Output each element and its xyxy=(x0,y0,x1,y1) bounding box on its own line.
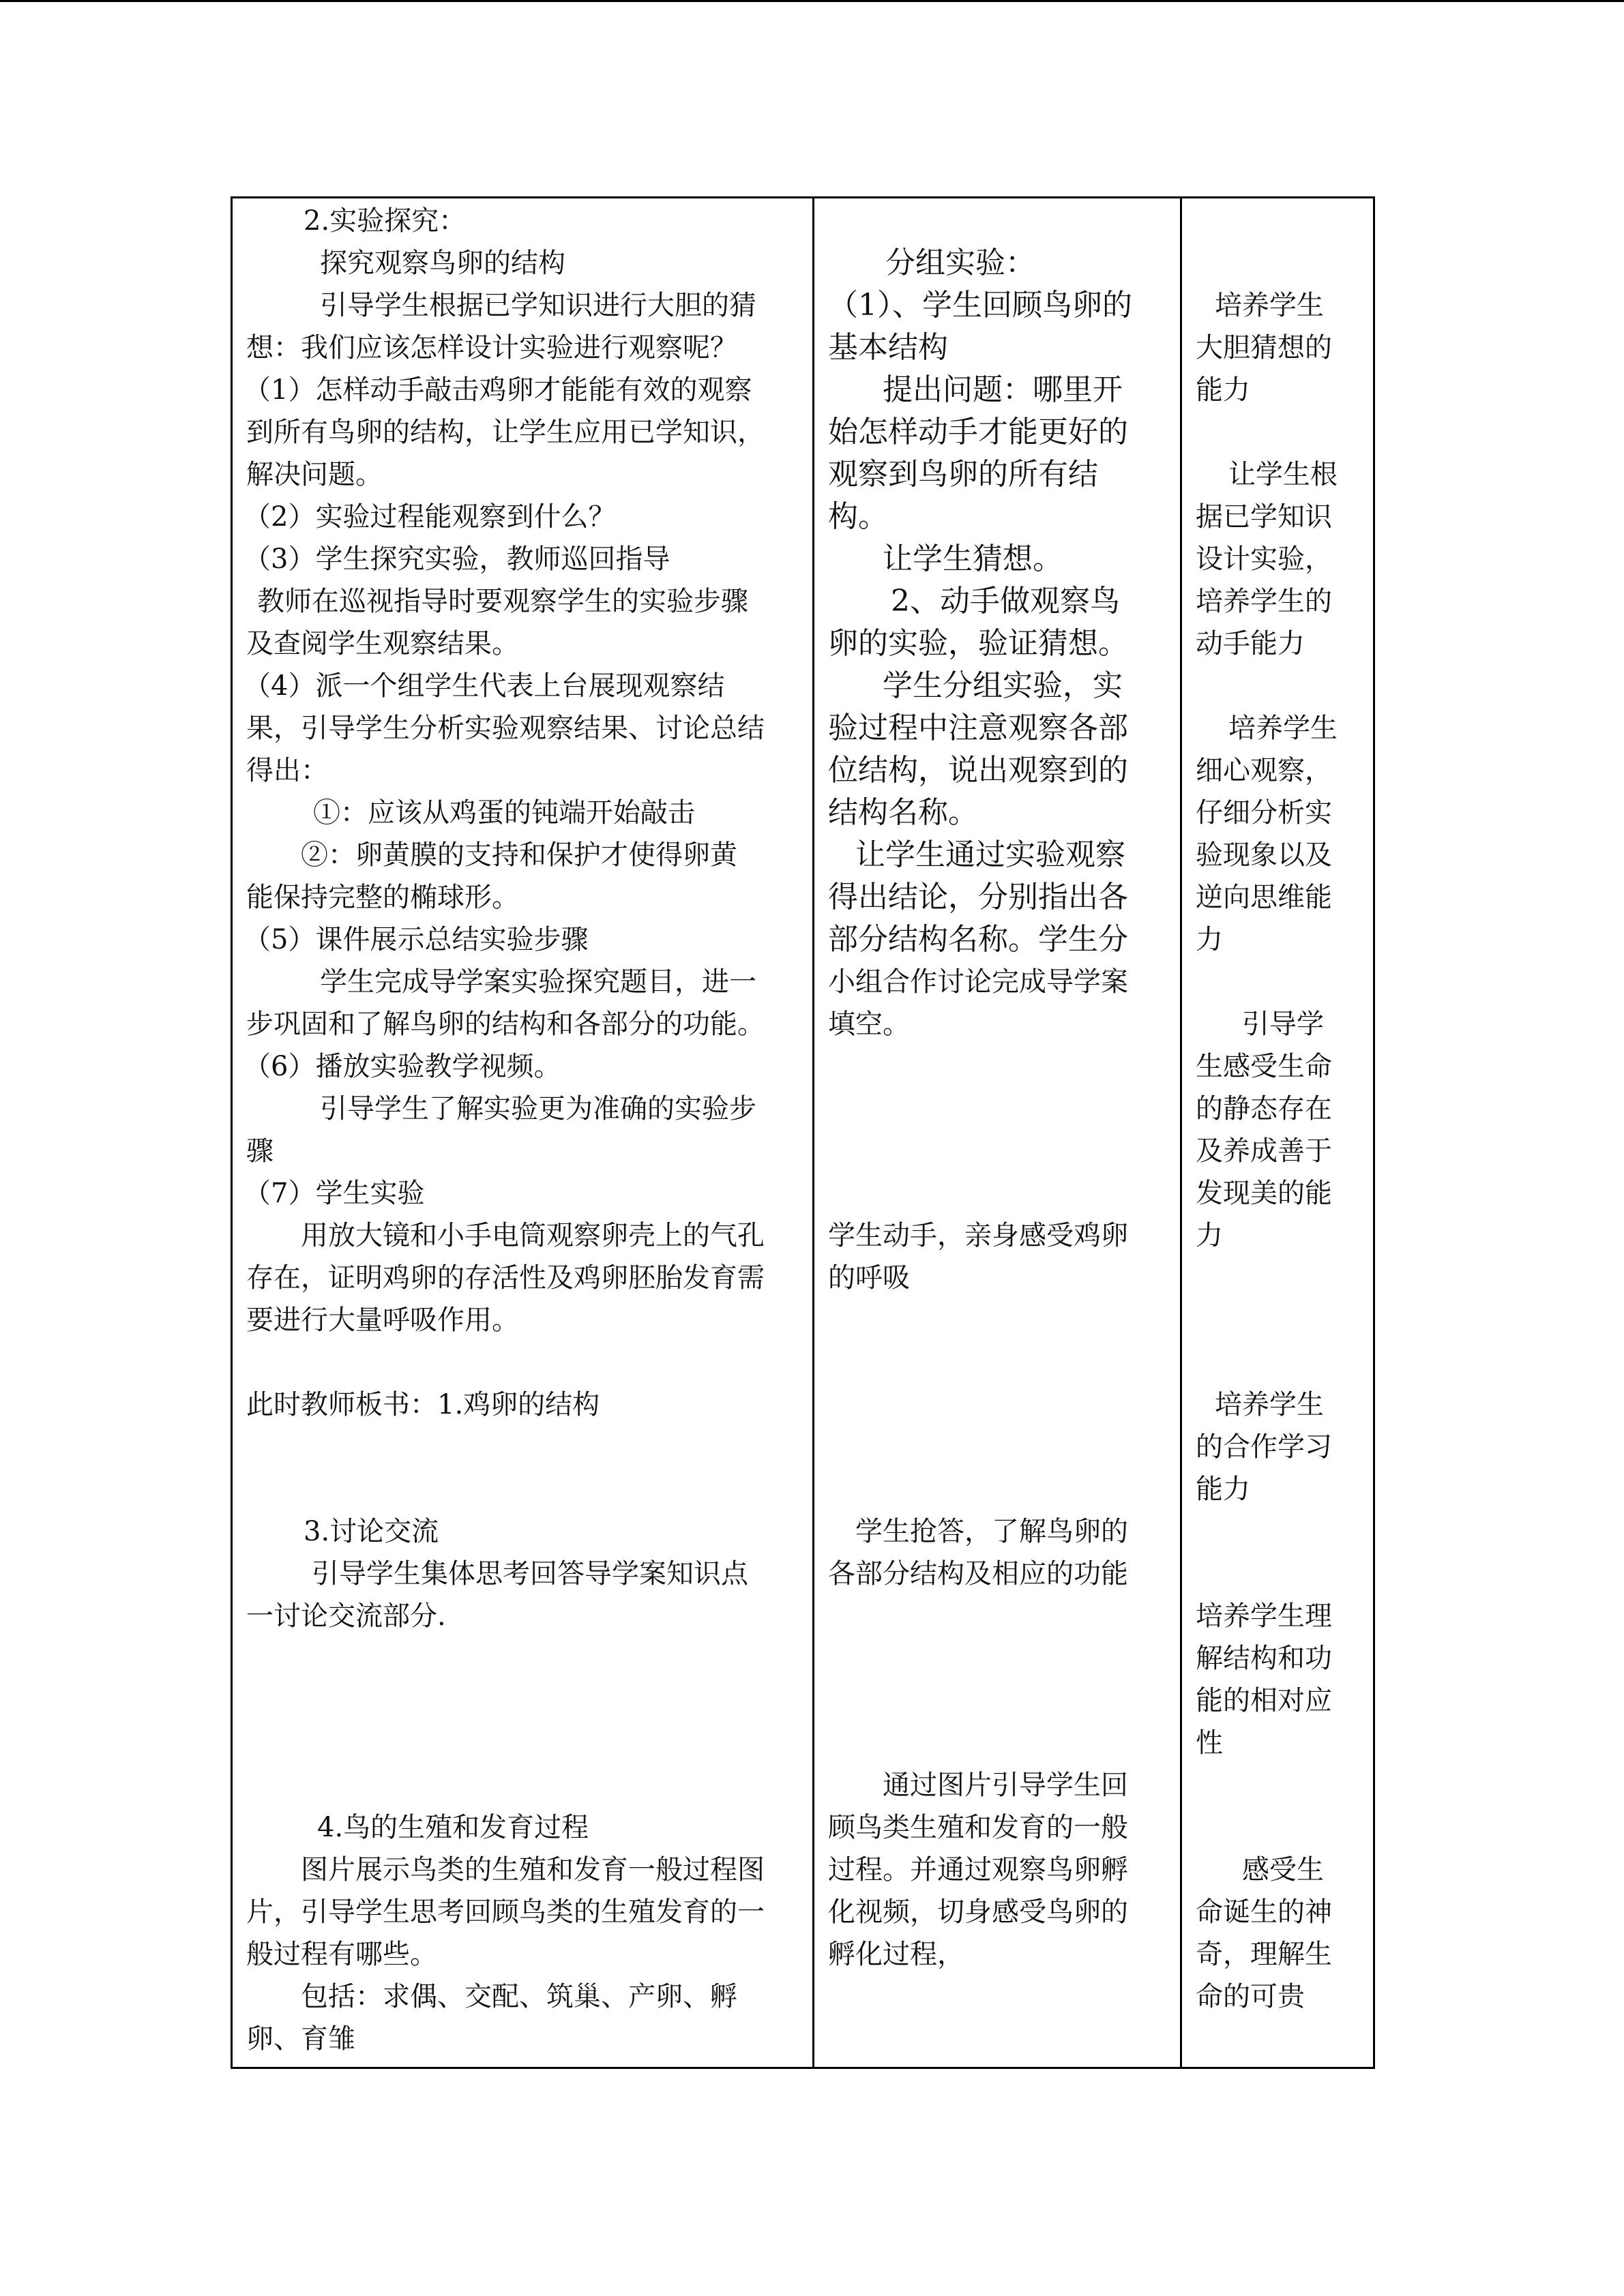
text-line: 一讨论交流部分. xyxy=(246,1600,446,1632)
text-line: 能力 xyxy=(1196,1474,1250,1505)
text-line: 及养成善于 xyxy=(1196,1135,1332,1167)
text-line: 果，引导学生分析实验观察结果、讨论总结 xyxy=(246,713,765,744)
text-line: 性 xyxy=(1196,1727,1223,1759)
text-line: 解决问题。 xyxy=(246,459,383,490)
text-line: 验过程中注意观察各部 xyxy=(828,711,1128,745)
text-line: 验现象以及 xyxy=(1196,839,1332,871)
text-line: 基本结构 xyxy=(828,330,948,365)
text-line: 的合作学习 xyxy=(1196,1431,1332,1463)
text-line: （7）学生实验 xyxy=(243,1178,425,1209)
text-line: 要进行大量呼吸作用。 xyxy=(246,1304,519,1336)
text-line: 细心观察， xyxy=(1196,755,1332,786)
text-line: ②：卵黄膜的支持和保护才使得卵黄 xyxy=(301,839,737,871)
text-line: 部分结构名称。学生分 xyxy=(828,922,1128,957)
text-line: 学生抢答，了解鸟卵的 xyxy=(855,1516,1128,1547)
text-line: 命诞生的神 xyxy=(1196,1896,1332,1928)
text-line: 2、动手做观察鸟 xyxy=(891,584,1120,618)
text-line: 卵的实验，验证猜想。 xyxy=(828,626,1128,661)
text-line: 让学生通过实验观察 xyxy=(855,837,1125,872)
text-line: 卵、育雏 xyxy=(246,2023,355,2055)
text-line: 培养学生 xyxy=(1228,713,1338,744)
text-line: 能的相对应 xyxy=(1196,1685,1332,1716)
text-line: 大胆猜想的 xyxy=(1196,332,1332,363)
text-line: 培养学生 xyxy=(1215,290,1324,321)
text-line: 据已学知识 xyxy=(1196,501,1332,533)
text-line: 4.鸟的生殖和发育过程 xyxy=(317,1812,589,1843)
text-line: （5）课件展示总结实验步骤 xyxy=(243,924,589,955)
text-line: 仔细分析实 xyxy=(1196,797,1332,829)
text-line: 感受生 xyxy=(1242,1854,1324,1885)
text-line: （1）、学生回顾鸟卵的 xyxy=(828,288,1132,323)
text-line: 位结构，说出观察到的 xyxy=(828,753,1128,788)
text-line: 图片展示鸟类的生殖和发育一般过程图 xyxy=(301,1854,765,1885)
text-line: 解结构和功 xyxy=(1196,1643,1332,1674)
text-line: 能力 xyxy=(1196,374,1250,406)
text-line: （3）学生探究实验，教师巡回指导 xyxy=(243,543,670,575)
text-line: 的呼吸 xyxy=(828,1262,910,1294)
column-divider xyxy=(812,198,814,2067)
text-line: 力 xyxy=(1196,924,1223,955)
text-line: 顾鸟类生殖和发育的一般 xyxy=(828,1812,1128,1843)
text-line: 学生动手，亲身感受鸡卵 xyxy=(828,1220,1128,1251)
text-line: 学生分组实验，实 xyxy=(883,668,1123,703)
text-line: 命的可贵 xyxy=(1196,1981,1305,2012)
text-line: 3.讨论交流 xyxy=(304,1516,439,1547)
text-line: 让学生根 xyxy=(1228,459,1338,490)
text-line: 始怎样动手才能更好的 xyxy=(828,415,1128,449)
text-line: 学生完成导学案实验探究题目，进一 xyxy=(320,966,756,998)
text-line: 结构名称。 xyxy=(828,795,978,830)
text-line: 到所有鸟卵的结构，让学生应用已学知识， xyxy=(246,417,765,448)
text-line: 得出结论，分别指出各 xyxy=(828,880,1128,914)
text-line: 般过程有哪些。 xyxy=(246,1939,437,1970)
text-line: 奇，理解生 xyxy=(1196,1939,1332,1970)
text-line: 培养学生理 xyxy=(1196,1600,1332,1632)
text-line: 各部分结构及相应的功能 xyxy=(828,1558,1128,1590)
text-line: 发现美的能 xyxy=(1196,1178,1332,1209)
text-line: 分组实验： xyxy=(885,245,1035,280)
text-line: 包括：求偶、交配、筑巢、产卵、孵 xyxy=(301,1981,737,2012)
text-line: 能保持完整的椭球形。 xyxy=(246,882,519,913)
page-top-border xyxy=(0,0,1624,2)
text-line: （6）播放实验教学视频。 xyxy=(243,1051,561,1082)
lesson-plan-table xyxy=(231,196,1375,2069)
text-line: 逆向思维能 xyxy=(1196,882,1332,913)
text-line: 培养学生的 xyxy=(1196,586,1332,617)
text-line: 填空。 xyxy=(828,1009,910,1040)
text-line: 动手能力 xyxy=(1196,628,1305,659)
text-line: 通过图片引导学生回 xyxy=(883,1770,1128,1801)
text-line: 让学生猜想。 xyxy=(883,541,1063,576)
text-line: 步巩固和了解鸟卵的结构和各部分的功能。 xyxy=(246,1009,765,1040)
text-line: （2）实验过程能观察到什么？ xyxy=(243,501,616,533)
text-line: 培养学生 xyxy=(1215,1389,1324,1420)
text-line: 引导学生集体思考回答导学案知识点 xyxy=(312,1558,748,1590)
text-line: 探究观察鸟卵的结构 xyxy=(320,248,565,279)
text-line: 化视频，切身感受鸟卵的 xyxy=(828,1896,1128,1928)
text-line: 此时教师板书：1.鸡卵的结构 xyxy=(246,1389,600,1420)
text-line: 的静态存在 xyxy=(1196,1093,1332,1124)
text-line: （1）怎样动手敲击鸡卵才能能有效的观察 xyxy=(243,374,752,406)
text-line: 孵化过程， xyxy=(828,1939,964,1970)
text-line: 观察到鸟卵的所有结 xyxy=(828,457,1098,492)
text-line: 构。 xyxy=(828,499,888,534)
column-divider xyxy=(1180,198,1182,2067)
text-line: 用放大镜和小手电筒观察卵壳上的气孔 xyxy=(301,1220,765,1251)
text-line: 想：我们应该怎样设计实验进行观察呢？ xyxy=(246,332,737,363)
text-line: 教师在巡视指导时要观察学生的实验步骤 xyxy=(257,586,748,617)
text-line: 设计实验， xyxy=(1196,543,1332,575)
text-line: 小组合作讨论完成导学案 xyxy=(828,966,1128,998)
text-line: ①：应该从鸡蛋的钝端开始敲击 xyxy=(313,797,695,829)
text-line: 存在，证明鸡卵的存活性及鸡卵胚胎发育需 xyxy=(246,1262,765,1294)
text-line: 提出问题：哪里开 xyxy=(883,372,1123,407)
text-line: 生感受生命 xyxy=(1196,1051,1332,1082)
text-line: 过程。并通过观察鸟卵孵 xyxy=(828,1854,1128,1885)
text-line: 片，引导学生思考回顾鸟类的生殖发育的一 xyxy=(246,1896,765,1928)
text-line: 骤 xyxy=(246,1135,274,1167)
text-line: 及查阅学生观察结果。 xyxy=(246,628,519,659)
text-line: 得出： xyxy=(246,755,328,786)
text-line: 引导学 xyxy=(1242,1009,1324,1040)
text-line: 力 xyxy=(1196,1220,1223,1251)
text-line: 引导学生根据已学知识进行大胆的猜 xyxy=(320,290,756,321)
text-line: 2.实验探究： xyxy=(304,205,467,237)
text-line: （4）派一个组学生代表上台展现观察结 xyxy=(243,670,725,702)
text-line: 引导学生了解实验更为准确的实验步 xyxy=(320,1093,756,1124)
